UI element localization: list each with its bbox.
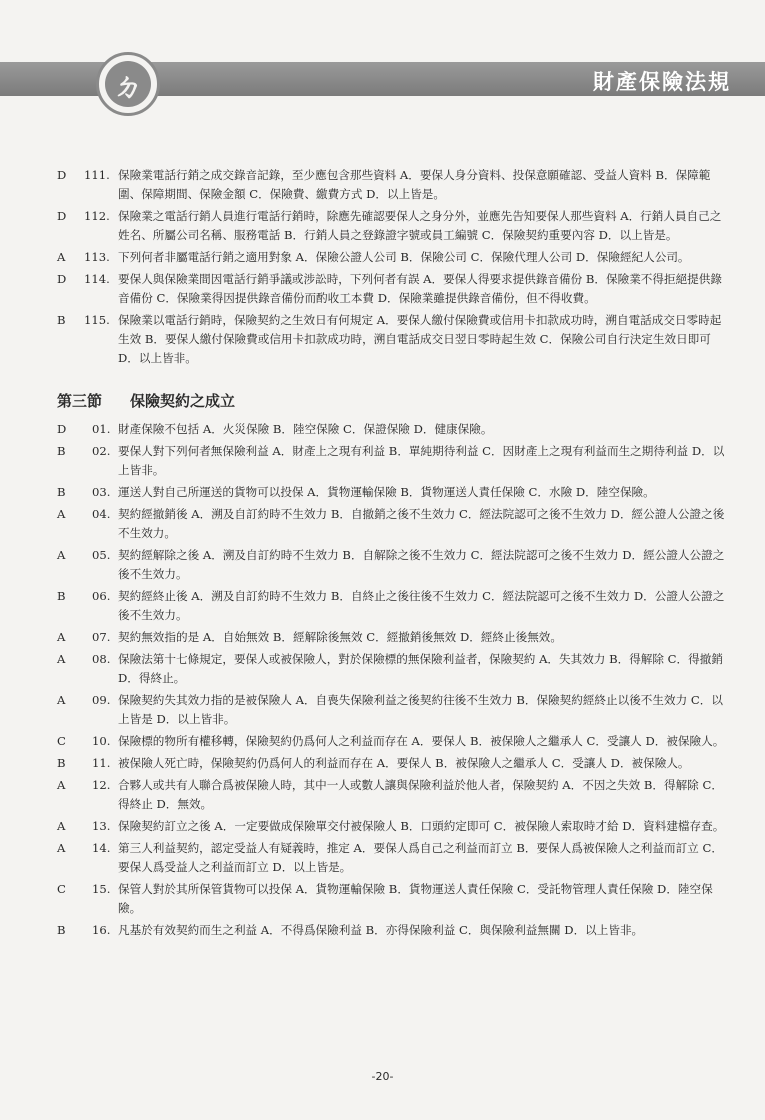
question-item [0, 546, 765, 584]
question-number: 10. [92, 734, 111, 748]
question-item [0, 880, 765, 918]
question-item [0, 505, 765, 543]
question-text: 保險業以電話行銷時，保險契約之生效日有何規定 A．要保人繳付保險費或信用卡扣款成功時，溯自電話成交日零時起生效 B．要保人繳付保險費或信用卡扣款成功時，溯自電話成交日翌日零時起生效 C．保險公司自行決定生效日即可 D．以上皆非。 [118, 313, 722, 365]
question-item [0, 207, 765, 245]
answer-key: B [57, 313, 66, 327]
question-item [0, 270, 765, 308]
question-number: 09. [92, 693, 111, 707]
question-text: 下列何者非屬電話行銷之適用對象 A．保險公證人公司 B．保險公司 C．保險代理人公司 D．保險經紀人公司。 [118, 250, 690, 264]
section-heading [0, 382, 765, 416]
answer-key: B [57, 923, 66, 937]
answer-key: D [57, 422, 67, 436]
answer-key: C [57, 882, 66, 896]
question-number: 113. [84, 250, 110, 264]
question-number: 11. [92, 756, 111, 770]
question-number: 06. [92, 589, 111, 603]
question-text: 保管人對於其所保管貨物可以投保 A．貨物運輸保險 B．貨物運送人責任保險 C．受託物管理人責任保險 D．陸空保險。 [118, 882, 713, 915]
question-list-part-2 [0, 420, 765, 940]
question-text: 第三人利益契約，認定受益人有疑義時，推定 A．要保人爲自己之利益而訂立 B．要保人爲被保險人之利益而訂立 C．要保人爲受益人之利益而訂立 D．以上皆是。 [118, 841, 723, 874]
question-text: 保險標的物所有權移轉，保險契約仍爲何人之利益而存在 A．要保人 B．被保險人之繼承人 C．受讓人 D．被保險人。 [118, 734, 725, 748]
question-text: 契約經解除之後 A．溯及自訂約時不生效力 B．自解除之後不生效力 C．經法院認可之後不生效力 D．經公證人公證之後不生效力。 [118, 548, 725, 581]
page-content [0, 166, 765, 943]
answer-key: C [57, 734, 66, 748]
chapter-title: 財產保險法規 [593, 70, 731, 94]
question-item [0, 420, 765, 439]
answer-key: B [57, 756, 66, 770]
answer-key: D [57, 168, 67, 182]
question-text: 要保人與保險業間因電話行銷爭議或涉訟時，下列何者有誤 A．要保人得要求提供錄音備份 B．保險業不得拒絕提供錄音備份 C．保險業得因提供錄音備份而酌收工本費 D．保險業雖提供錄音備份，但不得收費。 [118, 272, 722, 305]
question-text: 被保險人死亡時，保險契約仍爲何人的利益而存在 A．要保人 B．被保險人之繼承人 C．受讓人 D．被保險人。 [118, 756, 690, 770]
publisher-logo [96, 52, 160, 116]
question-number: 03. [92, 485, 111, 499]
page-number: -20- [371, 1070, 394, 1083]
answer-key: A [57, 693, 66, 707]
question-text: 運送人對自己所運送的貨物可以投保 A．貨物運輸保險 B．貨物運送人責任保險 C．水險 D．陸空保險。 [118, 485, 655, 499]
answer-key: A [57, 630, 66, 644]
question-number: 112. [84, 209, 110, 223]
answer-key: A [57, 507, 66, 521]
question-number: 115. [84, 313, 110, 327]
question-number: 12. [92, 778, 111, 792]
question-number: 14. [92, 841, 111, 855]
question-number: 04. [92, 507, 111, 521]
question-item [0, 311, 765, 368]
question-item [0, 754, 765, 773]
question-text: 保險法第十七條規定，要保人或被保險人，對於保險標的無保險利益者，保險契約 A．失其效力 B．得解除 C．得撤銷 D．得終止。 [118, 652, 723, 685]
answer-key: B [57, 444, 66, 458]
question-text: 財產保險不包括 A．火災保險 B．陸空保險 C．保證保險 D．健康保險。 [118, 422, 493, 436]
answer-key: B [57, 485, 66, 499]
answer-key: A [57, 548, 66, 562]
question-item [0, 732, 765, 751]
question-item [0, 817, 765, 836]
question-number: 05. [92, 548, 111, 562]
question-item [0, 921, 765, 940]
question-item [0, 839, 765, 877]
question-text: 保險業電話行銷之成交錄音記錄，至少應包含那些資料 A．要保人身分資料、投保意願確認、受益人資料 B．保障範圍、保障期間、保險金額 C．保險費、繳費方式 D．以上皆是。 [118, 168, 711, 201]
question-number: 07. [92, 630, 111, 644]
section-number: 第三節 [57, 392, 103, 410]
answer-key: D [57, 272, 67, 286]
answer-key: A [57, 841, 66, 855]
question-text: 合夥人或共有人聯合爲被保險人時，其中一人或數人讓與保險利益於他人者，保險契約 A．不因之失效 B．得解除 C．得終止 D．無效。 [118, 778, 723, 811]
question-item [0, 442, 765, 480]
question-number: 02. [92, 444, 111, 458]
question-text: 保險契約訂立之後 A．一定要做成保險單交付被保險人 B．口頭約定即可 C．被保險人索取時才給 D．資料建檔存查。 [118, 819, 725, 833]
question-text: 保險契約失其效力指的是被保險人 A．自喪失保險利益之後契約往後不生效力 B．保險契約經終止以後不生效力 C．以上皆是 D．以上皆非。 [118, 693, 723, 726]
question-text: 契約無效指的是 A．自始無效 B．經解除後無效 C．經撤銷後無效 D．經終止後無效。 [118, 630, 562, 644]
question-item [0, 691, 765, 729]
question-text: 要保人對下列何者無保險利益 A．財產上之現有利益 B．單純期待利益 C．因財產上之現有利益而生之期待利益 D．以上皆非。 [118, 444, 725, 477]
question-text: 凡基於有效契約而生之利益 A．不得爲保險利益 B．亦得保險利益 C．與保險利益無關 D．以上皆非。 [118, 923, 644, 937]
answer-key: A [57, 250, 66, 264]
answer-key: A [57, 819, 66, 833]
answer-key: A [57, 652, 66, 666]
answer-key: D [57, 209, 67, 223]
question-text: 契約經撤銷後 A．溯及自訂約時不生效力 B．自撤銷之後不生效力 C．經法院認可之後不生效力 D．經公證人公證之後不生效力。 [118, 507, 725, 540]
question-number: 15. [92, 882, 111, 896]
question-item [0, 483, 765, 502]
question-text: 契約經終止後 A．溯及自訂約時不生效力 B．自終止之後往後不生效力 C．經法院認可之後不生效力 D．公證人公證之後不生效力。 [118, 589, 725, 622]
question-number: 01. [92, 422, 111, 436]
logo-icon: ㄉ [105, 61, 151, 107]
question-list-part-1 [0, 166, 765, 368]
question-number: 08. [92, 652, 111, 666]
question-item [0, 166, 765, 204]
question-item [0, 587, 765, 625]
answer-key: A [57, 778, 66, 792]
question-text: 保險業之電話行銷人員進行電話行銷時，除應先確認要保人之身分外，並應先告知要保人那些資料 A．行銷人員自己之姓名、所屬公司名稱、服務電話 B．行銷人員之登錄證字號或員工編號 C．保險契約重要內容 D．以上皆是。 [118, 209, 722, 242]
question-item [0, 248, 765, 267]
question-item [0, 650, 765, 688]
answer-key: B [57, 589, 66, 603]
question-number: 13. [92, 819, 111, 833]
question-item [0, 628, 765, 647]
question-number: 111. [84, 168, 110, 182]
section-title: 保險契約之成立 [130, 392, 236, 410]
question-item [0, 776, 765, 814]
question-number: 16. [92, 923, 111, 937]
question-number: 114. [84, 272, 110, 286]
